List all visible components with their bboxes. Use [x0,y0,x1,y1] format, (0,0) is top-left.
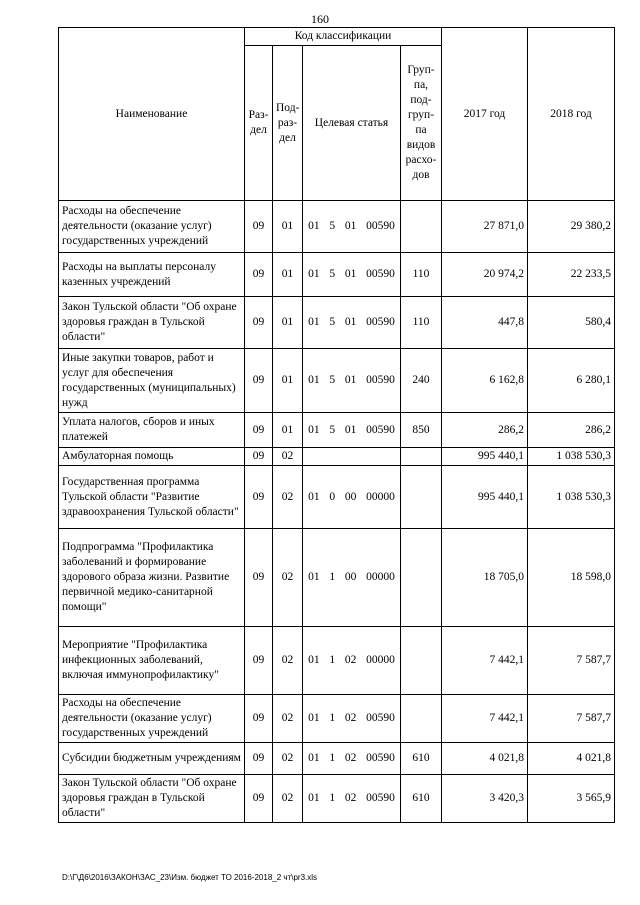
row-value-2017: 20 974,2 [442,253,528,297]
row-group [401,695,442,743]
row-value-2017: 7 442,1 [442,695,528,743]
row-value-2017: 7 442,1 [442,627,528,695]
row-value-2017: 286,2 [442,413,528,448]
row-target: 01 5 01 00590 [303,349,401,413]
row-section: 09 [245,627,273,695]
row-target: 01 0 00 00000 [303,466,401,529]
row-value-2017: 995 440,1 [442,448,528,466]
row-name: Расходы на обеспечение деятельности (оказание услуг) государственных учреждений [59,201,245,253]
table-row [59,743,615,775]
row-group: 110 [401,297,442,349]
row-value-2018: 18 598,0 [528,529,615,627]
row-section: 09 [245,297,273,349]
row-value-2018: 1 038 530,3 [528,466,615,529]
page-number: 160 [311,12,329,26]
table-row [59,466,615,529]
row-group [401,529,442,627]
header-year-2017: 2017 год [442,28,528,201]
budget-table [58,27,615,823]
row-section: 09 [245,775,273,823]
row-target: 01 1 02 00590 [303,775,401,823]
row-subsection: 02 [273,627,303,695]
row-group: 610 [401,775,442,823]
row-target: 01 1 02 00000 [303,627,401,695]
row-subsection: 02 [273,743,303,775]
row-name: Иные закупки товаров, работ и услуг для обеспечения государственных (муниципальных) нужд [59,349,245,413]
row-target: 01 5 01 00590 [303,297,401,349]
row-value-2017: 6 162,8 [442,349,528,413]
row-name: Мероприятие "Профилактика инфекционных заболеваний, включая иммунопрофилактику" [59,627,245,695]
row-value-2017: 4 021,8 [442,743,528,775]
row-value-2017: 447,8 [442,297,528,349]
row-subsection: 02 [273,448,303,466]
row-group [401,466,442,529]
row-target: 01 1 02 00590 [303,743,401,775]
row-value-2017: 3 420,3 [442,775,528,823]
row-name: Расходы на обеспечение деятельности (оказание услуг) государственных учреждений [59,695,245,743]
row-name: Амбулаторная помощь [59,448,245,466]
row-subsection: 02 [273,529,303,627]
row-subsection: 02 [273,775,303,823]
header-subsection: Под- раз- дел [273,46,303,201]
header-classification: Код классификации [245,28,442,46]
row-group: 610 [401,743,442,775]
table-row [59,349,615,413]
row-subsection: 01 [273,253,303,297]
row-value-2018: 580,4 [528,297,615,349]
row-target [303,448,401,466]
table-row [59,775,615,823]
row-name: Закон Тульской области "Об охране здоровья граждан в Тульской области" [59,775,245,823]
row-value-2017: 18 705,0 [442,529,528,627]
row-subsection: 01 [273,201,303,253]
row-subsection: 01 [273,297,303,349]
row-value-2018: 3 565,9 [528,775,615,823]
table-row [59,448,615,466]
table-body [59,201,615,823]
row-name: Расходы на выплаты персоналу казенных учреждений [59,253,245,297]
table-row [59,253,615,297]
row-value-2018: 6 280,1 [528,349,615,413]
row-name: Субсидии бюджетным учреждениям [59,743,245,775]
row-target: 01 5 01 00590 [303,201,401,253]
row-target: 01 1 00 00000 [303,529,401,627]
row-name: Подпрограмма "Профилактика заболеваний и формирование здорового образа жизни. Развитие первичной медико-санитарной помощи" [59,529,245,627]
row-subsection: 02 [273,466,303,529]
table-row [59,529,615,627]
row-subsection: 01 [273,349,303,413]
file-path-footer: D:\Г\Д6\2016\ЗАКОН\ЗАС_23\Изм. бюджет ТО 2016-2018_2 чт\pr3.xls [62,873,318,882]
table-row [59,201,615,253]
table-row [59,695,615,743]
row-section: 09 [245,743,273,775]
row-subsection: 02 [273,695,303,743]
row-section: 09 [245,413,273,448]
table-row [59,413,615,448]
row-target: 01 5 01 00590 [303,253,401,297]
row-group [401,448,442,466]
row-group [401,627,442,695]
row-group: 850 [401,413,442,448]
row-value-2018: 29 380,2 [528,201,615,253]
header-year-2018: 2018 год [528,28,615,201]
header-group: Груп- па, под- груп- па видов расхо- дов [401,46,442,201]
row-section: 09 [245,448,273,466]
row-section: 09 [245,695,273,743]
row-section: 09 [245,201,273,253]
row-name: Государственная программа Тульской области "Развитие здравоохранения Тульской области" [59,466,245,529]
row-value-2018: 1 038 530,3 [528,448,615,466]
row-value-2017: 27 871,0 [442,201,528,253]
row-target: 01 5 01 00590 [303,413,401,448]
header-section: Раз- дел [245,46,273,201]
row-value-2018: 286,2 [528,413,615,448]
row-section: 09 [245,466,273,529]
row-name: Уплата налогов, сборов и иных платежей [59,413,245,448]
row-group: 240 [401,349,442,413]
row-subsection: 01 [273,413,303,448]
row-value-2018: 4 021,8 [528,743,615,775]
table-row [59,297,615,349]
row-section: 09 [245,349,273,413]
row-value-2018: 22 233,5 [528,253,615,297]
row-value-2017: 995 440,1 [442,466,528,529]
row-section: 09 [245,529,273,627]
row-group: 110 [401,253,442,297]
table-row [59,627,615,695]
row-section: 09 [245,253,273,297]
header-target: Целевая статья [303,46,401,201]
row-target: 01 1 02 00590 [303,695,401,743]
row-value-2018: 7 587,7 [528,627,615,695]
header-name: Наименование [59,28,245,201]
row-group [401,201,442,253]
row-value-2018: 7 587,7 [528,695,615,743]
row-name: Закон Тульской области "Об охране здоровья граждан в Тульской области" [59,297,245,349]
